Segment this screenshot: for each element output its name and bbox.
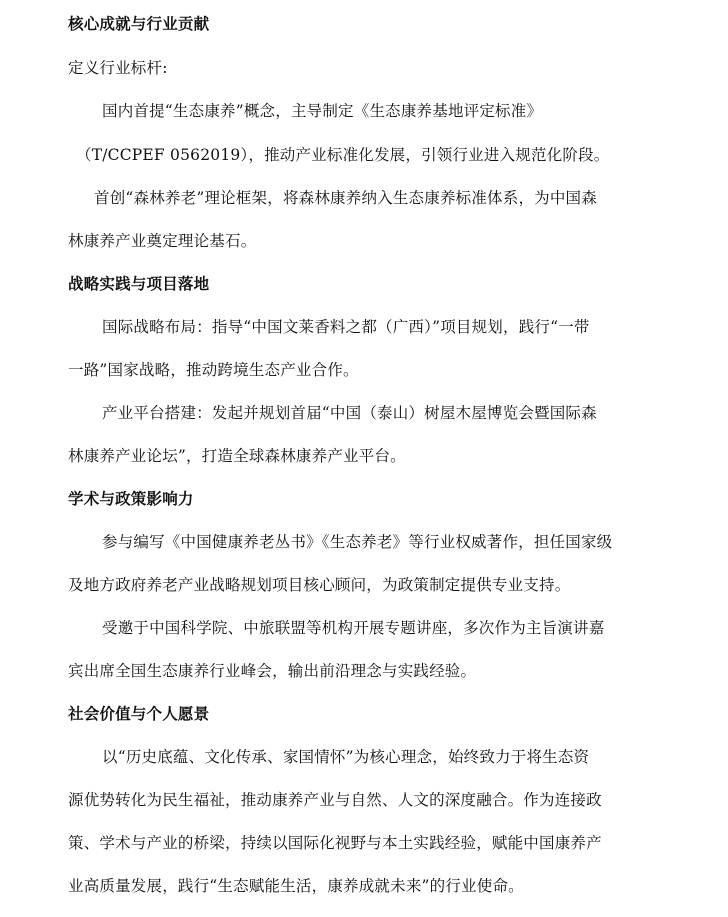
paragraph-line: 林康养产业奠定理论基石。 [68, 232, 257, 250]
section-heading-social-value: 社会价值与个人愿景 [68, 705, 210, 723]
paragraph-line: （T/CCPEF 0562019），推动产业标准化发展，引领行业进入规范化阶段。 [76, 146, 610, 164]
paragraph-line: 源优势转化为民生福祉，推动康养产业与自然、人文的深度融合。作为连接政 [68, 791, 602, 809]
paragraph-line: 首创“森林养老”理论框架，将森林康养纳入生态康养标准体系，为中国森 [94, 189, 597, 207]
paragraph-line: 林康养产业论坛”，打造全球森林康养产业平台。 [68, 447, 406, 465]
paragraph-line: 参与编写《中国健康养老丛书》《生态养老》等行业权威著作，担任国家级 [102, 533, 613, 551]
section-heading-achievements: 核心成就与行业贡献 [68, 15, 210, 33]
paragraph-line: 国际战略布局：指导“中国文莱香料之都（广西）”项目规划，践行“一带 [102, 318, 590, 336]
paragraph-line: 业高质量发展，践行“生态赋能生活，康养成就未来”的行业使命。 [68, 877, 524, 895]
paragraph-line: 策、学术与产业的桥梁，持续以国际化视野与本土实践经验，赋能中国康养产 [68, 834, 602, 852]
section-subheading-benchmark: 定义行业标杆: [68, 59, 168, 77]
paragraph-line: 及地方政府养老产业战略规划项目核心顾问，为政策制定提供专业支持。 [68, 576, 571, 594]
paragraph-line: 受邀于中国科学院、中旅联盟等机构开展专题讲座，多次作为主旨演讲嘉 [102, 619, 605, 637]
paragraph-line: 产业平台搭建：发起并规划首届“中国（泰山）树屋木屋博览会暨国际森 [102, 404, 597, 422]
paragraph-line: 以“历史底蕴、文化传承、家国情怀”为核心理念，始终致力于将生态资 [102, 748, 590, 766]
section-heading-academic: 学术与政策影响力 [68, 490, 194, 508]
paragraph-line: 宾出席全国生态康养行业峰会，输出前沿理念与实践经验。 [68, 662, 477, 680]
paragraph-line: 国内首提“生态康养”概念，主导制定《生态康养基地评定标准》 [102, 102, 543, 120]
section-heading-strategy: 战略实践与项目落地 [68, 275, 210, 293]
paragraph-line: 一路”国家战略，推动跨境生态产业合作。 [68, 361, 359, 379]
